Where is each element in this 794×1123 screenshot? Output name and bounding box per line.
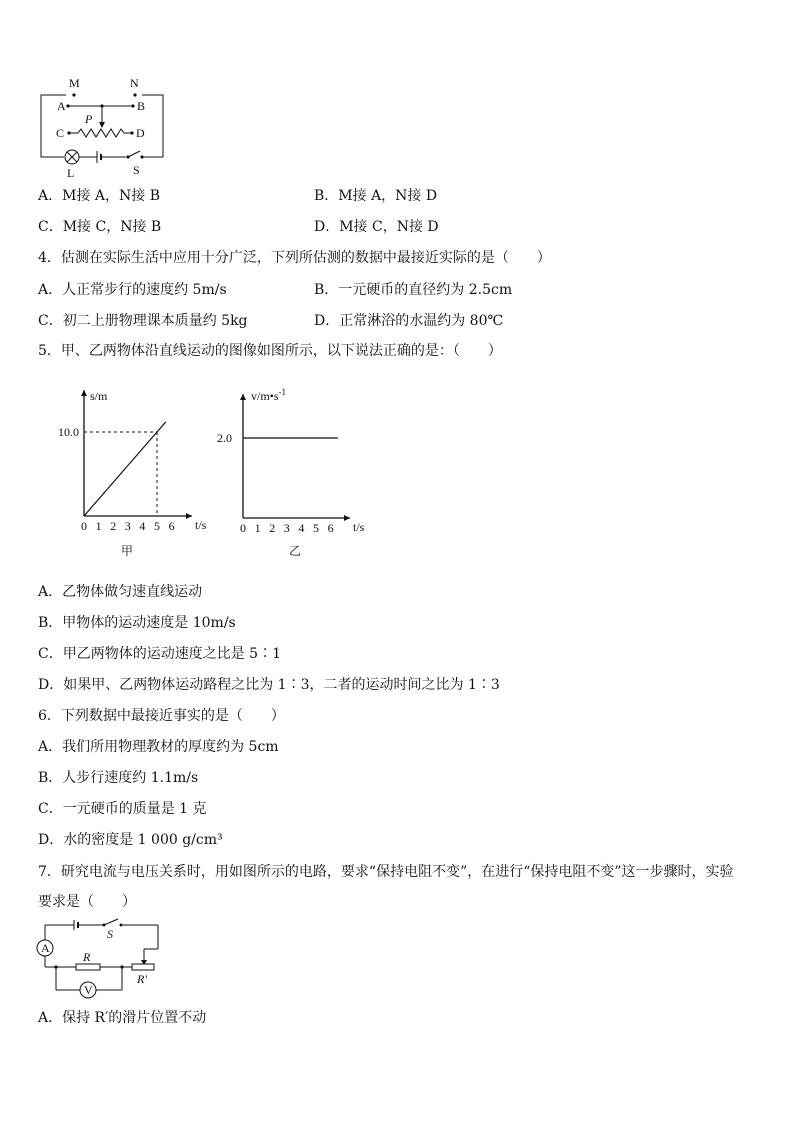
q6-option-d: D．水的密度是 1 000 g/cm³ xyxy=(38,832,223,848)
q7-stem-line2: 要求是（ ） xyxy=(38,894,136,910)
q6-stem: 6．下列数据中最接近事实的是（ ） xyxy=(38,708,285,724)
jia-x-tick-label: 1 xyxy=(95,519,102,533)
label-M: M xyxy=(69,76,80,90)
jia-xlabel: t/s xyxy=(195,518,207,532)
q5-option-b: B．甲物体的运动速度是 10m/s xyxy=(38,615,236,631)
jia-x-tick-label: 4 xyxy=(139,519,146,533)
label-C: C xyxy=(56,126,65,140)
q7-stem-line1: 7．研究电流与电压关系时，用如图所示的电路，要求“保持电阻不变”，在进行“保持电阻不变”这一步骤时，实验 xyxy=(38,864,734,880)
q4-option-c: C．初二上册物理课本质量约 5kg xyxy=(38,313,248,329)
q3-option-a: A．M接 A，N接 B xyxy=(38,188,160,204)
jia-x-tick-label: 5 xyxy=(154,519,160,533)
label-A: A xyxy=(57,99,66,113)
yi-x-tick-label: 0 xyxy=(240,521,246,535)
q6-option-b: B．人步行速度约 1.1m/s xyxy=(38,770,199,786)
fig3-label-S: S xyxy=(107,927,113,941)
q5-option-d: D．如果甲、乙两物体运动路程之比为 1∶3，二者的运动时间之比为 1∶3 xyxy=(38,677,500,693)
q3-option-c: C．M接 C，N接 B xyxy=(38,219,162,235)
label-D: D xyxy=(136,126,145,140)
jia-title: 甲 xyxy=(121,544,134,558)
q3-option-b: B．M接 A，N接 D xyxy=(314,188,438,204)
yi-x-arrow xyxy=(344,515,350,521)
yi-x-tick-label: 5 xyxy=(313,521,319,535)
fig3-label-R: R xyxy=(83,950,91,964)
yi-x-tick-label: 6 xyxy=(327,521,334,535)
jia-x-tick-label: 6 xyxy=(168,519,175,533)
jia-x-arrow xyxy=(186,513,192,519)
q6-option-a: A．我们所用物理教材的厚度约为 5cm xyxy=(38,739,279,755)
graph-yi xyxy=(217,383,390,563)
jia-y-tick-label: 10.0 xyxy=(58,425,79,439)
yi-x-tick-label: 4 xyxy=(298,521,305,535)
q4-option-d: D．正常淋浴的水温约为 80℃ xyxy=(314,313,504,329)
circuit-figure-3 xyxy=(34,918,164,1003)
fig3-label-V: V xyxy=(84,983,93,997)
label-N: N xyxy=(130,76,139,90)
yi-y-tick-label: 2.0 xyxy=(217,431,232,445)
q6-option-c: C．一元硬币的质量是 1 克 xyxy=(38,801,207,817)
label-S: S xyxy=(133,163,140,177)
label-L: L xyxy=(67,166,75,180)
q4-option-b: B．一元硬币的直径约为 2.5cm xyxy=(314,282,513,298)
circuit-figure-1 xyxy=(36,74,176,184)
fig3-label-Rp: R′ xyxy=(137,972,147,986)
q3-option-d: D．M接 C，N接 D xyxy=(314,219,439,235)
jia-y-arrow xyxy=(81,390,87,396)
jia-ylabel: s/m xyxy=(90,389,108,403)
label-B: B xyxy=(137,99,146,113)
graph-jia xyxy=(52,383,222,563)
jia-series-line-extension xyxy=(157,422,166,432)
yi-x-tick-label: 3 xyxy=(283,521,290,535)
yi-xlabel: t/s xyxy=(353,520,365,534)
q5-option-c: C．甲乙两物体的运动速度之比是 5∶1 xyxy=(38,646,281,662)
q4-option-a: A．人正常步行的速度约 5m/s xyxy=(38,282,227,298)
jia-x-tick-label: 3 xyxy=(124,519,131,533)
yi-ylabel: $v/m•s^{-1}$ xyxy=(251,387,287,403)
yi-y-arrow xyxy=(240,394,246,400)
q5-option-a: A．乙物体做匀速直线运动 xyxy=(38,584,203,600)
yi-x-tick-label: 1 xyxy=(254,521,261,535)
q7-option-a: A．保持 R′的滑片位置不动 xyxy=(38,1010,207,1026)
jia-series-line xyxy=(84,432,157,516)
yi-title: 乙 xyxy=(289,544,302,558)
label-P: P xyxy=(85,112,93,126)
jia-x-tick-label: 0 xyxy=(81,519,87,533)
q5-stem: 5．甲、乙两物体沿直线运动的图像如图所示，以下说法正确的是：（ ） xyxy=(38,343,502,359)
jia-x-tick-label: 2 xyxy=(110,519,117,533)
q4-stem: 4．估测在实际生活中应用十分广泛，下列所估测的数据中最接近实际的是（ ） xyxy=(38,250,551,266)
fig3-label-A: A xyxy=(41,941,50,955)
yi-x-tick-label: 2 xyxy=(269,521,276,535)
